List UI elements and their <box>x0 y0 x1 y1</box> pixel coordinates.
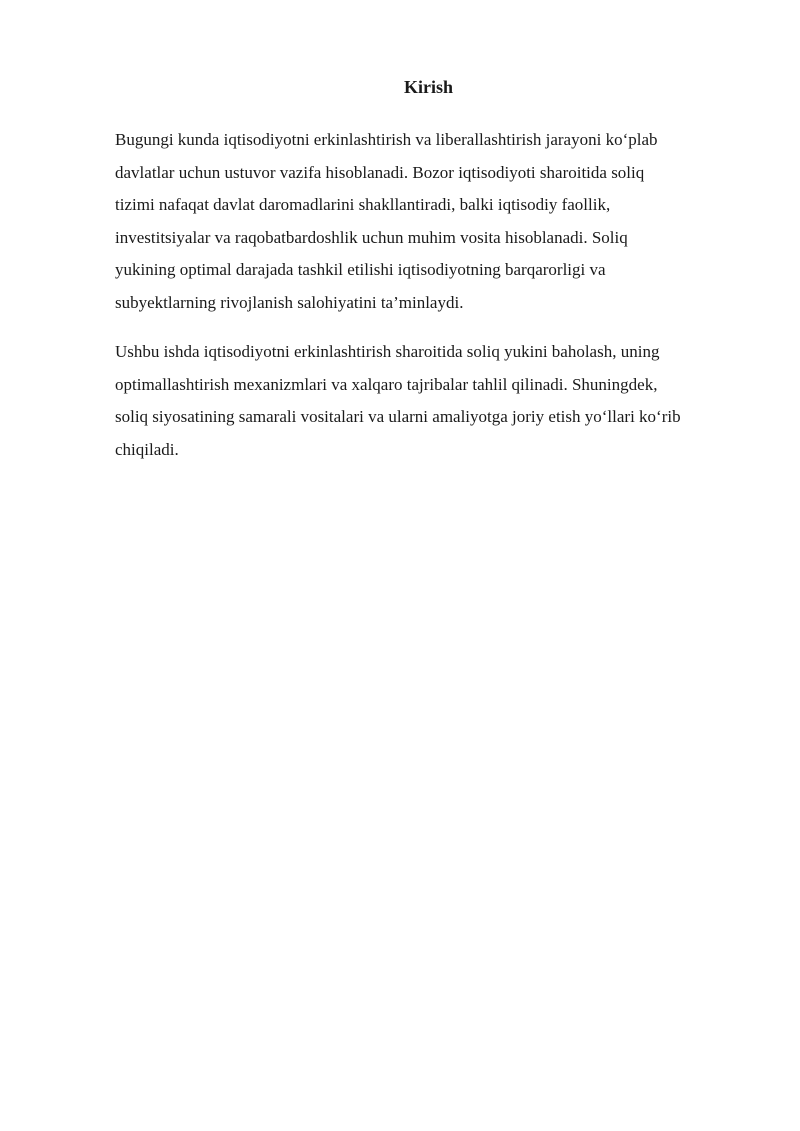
paragraph-line: tizimi nafaqat davlat daromadlarini shakllantiradi, balki iqtisodiy faollik, <box>115 195 611 214</box>
paragraph-line: yukining optimal darajada tashkil etilishi iqtisodiyotning barqarorligi va <box>115 260 606 279</box>
paragraph-line: subyektlarning rivojlanish salohiyatini ta’minlaydi. <box>115 292 464 312</box>
paragraph-line: optimallashtirish mexanizmlari va xalqaro tajribalar tahlil qilinadi. Shuningdek, <box>115 374 658 394</box>
document-title: Kirish <box>403 77 453 97</box>
paragraph-line: Bugungi kunda iqtisodiyotni erkinlashtirish va liberallashtirish jarayoni ko‘plab <box>115 130 658 149</box>
paragraph-line: chiqiladi. <box>115 439 179 459</box>
paragraph-line: investitsiyalar va raqobatbardoshlik uchun muhim vosita hisoblanadi. Soliq <box>115 227 628 247</box>
paragraph-scope <box>115 336 755 466</box>
paragraph-intro <box>115 124 755 319</box>
paragraph-line: Ushbu ishda iqtisodiyotni erkinlashtirish sharoitida soliq yukini baholash, uning <box>115 342 660 361</box>
paragraph-line: soliq siyosatining samarali vositalari va ularni amaliyotga joriy etish yo‘llari ko‘rib <box>115 407 681 426</box>
paragraph-line: davlatlar uchun ustuvor vazifa hisoblanadi. Bozor iqtisodiyoti sharoitida soliq <box>115 162 645 182</box>
